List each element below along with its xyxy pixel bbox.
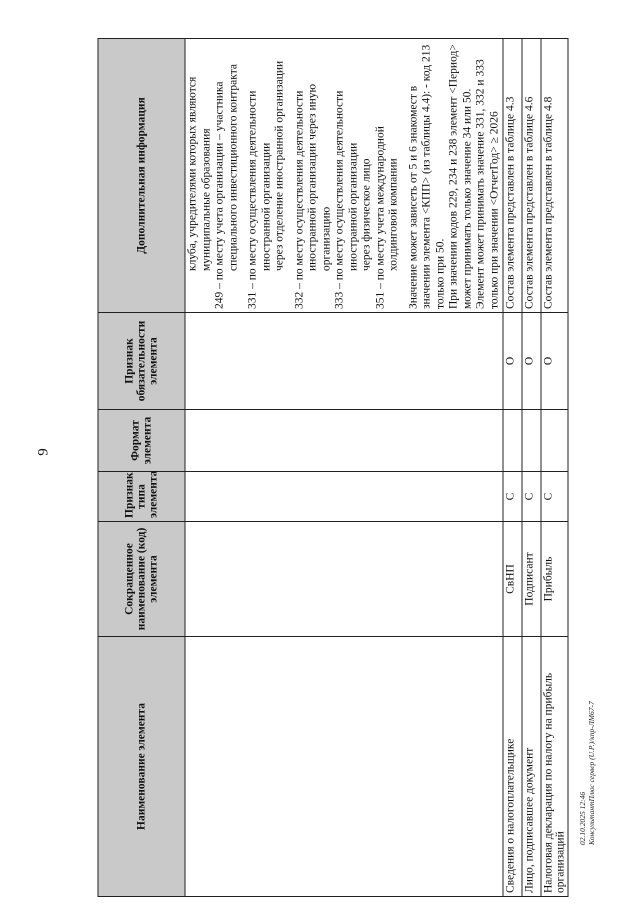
row-info: Состав элемента представлен в таблице 4.3 xyxy=(503,39,522,313)
header-element-format: Формат элемента xyxy=(98,410,185,472)
info-line: организацию xyxy=(320,206,332,271)
page-number: 9 xyxy=(35,448,52,456)
header-element-name: Наименование элемента xyxy=(98,637,185,897)
row-code: Прибыль xyxy=(541,522,568,637)
info-line: муниципальные образования xyxy=(200,128,212,271)
info-line: 249 – по месту учета организации – участника xyxy=(213,81,226,309)
additional-info-cell xyxy=(185,39,503,313)
row-type: С xyxy=(522,472,541,522)
info-line: холдинговой компании xyxy=(387,158,400,271)
table-header-row xyxy=(98,39,185,897)
info-line: специального инвестиционного контракта xyxy=(227,64,239,271)
row-required: О xyxy=(522,313,541,410)
row-type: С xyxy=(541,472,568,522)
table-row xyxy=(541,39,568,897)
row-required: О xyxy=(503,313,522,410)
table-row xyxy=(522,39,541,897)
row-name: Лицо, подписавшее документ xyxy=(522,637,541,897)
row-name: Сведения о налогоплательщике xyxy=(503,637,522,897)
empty-cell xyxy=(185,522,503,637)
info-paragraph: Значение может зависеть от 5 и 6 знакомест в значении элемента <КПП> (из таблицы 4.4): - код 213 только при 50. xyxy=(407,44,446,309)
empty-cell xyxy=(185,637,503,897)
empty-cell xyxy=(185,410,503,472)
info-line: 331 – по месту осуществления деятельности xyxy=(246,90,259,309)
header-additional-info: Дополнительная информация xyxy=(98,39,185,313)
header-element-required: Признак обязательности элемента xyxy=(98,313,185,410)
row-type: С xyxy=(503,472,522,522)
header-element-code: Сокращенное наименование (код) элемента xyxy=(98,522,185,637)
row-info: Состав элемента представлен в таблице 4.6 xyxy=(522,39,541,313)
footer-timestamp: 02.10.2025 12:46 xyxy=(578,791,587,845)
header-element-type: Признак типа элемента xyxy=(98,472,185,522)
info-line: 351 – по месту учета международной xyxy=(374,126,386,309)
info-paragraph: Элемент может принимать значение 331, 332 и 333 только при значении <ОтчетГод> ≥ 2026 xyxy=(474,59,500,309)
empty-cell xyxy=(185,313,503,410)
info-line: через физическое лицо xyxy=(360,158,373,271)
row-code: Подписант xyxy=(522,522,541,637)
info-line: клуба, учредителями которых являются xyxy=(186,76,199,271)
empty-cell xyxy=(185,472,503,522)
table-row-continuation xyxy=(185,39,503,897)
row-format xyxy=(503,410,522,472)
info-paragraph: При значении кодов 229, 234 и 238 элемент <Период> может принимать только значение 34 или 50. xyxy=(447,44,473,309)
row-format xyxy=(541,410,568,472)
row-name: Налоговая декларация по налогу на прибыль организаций xyxy=(541,637,568,897)
row-info: Состав элемента представлен в таблице 4.8 xyxy=(541,39,568,313)
footer-source: КонсультантПлюс сервер (U.Р.)/кпр-ЛМ67-7 xyxy=(587,701,596,845)
table-row xyxy=(503,39,522,897)
info-line: 332 – по месту осуществления деятельности xyxy=(293,90,305,309)
row-code: СвНП xyxy=(503,522,522,637)
info-line: через отделение иностранной организации xyxy=(273,60,286,271)
info-line: иностранной организации через иную xyxy=(306,83,319,271)
row-format xyxy=(522,410,541,472)
info-line: иностранной организации xyxy=(347,142,359,271)
row-required: О xyxy=(541,313,568,410)
elements-table xyxy=(98,38,569,897)
info-line: 333 – по месту осуществления деятельности xyxy=(333,90,346,309)
info-line: иностранной организации xyxy=(260,142,272,271)
rotated-table-container xyxy=(98,39,567,897)
document-footer xyxy=(578,701,596,845)
